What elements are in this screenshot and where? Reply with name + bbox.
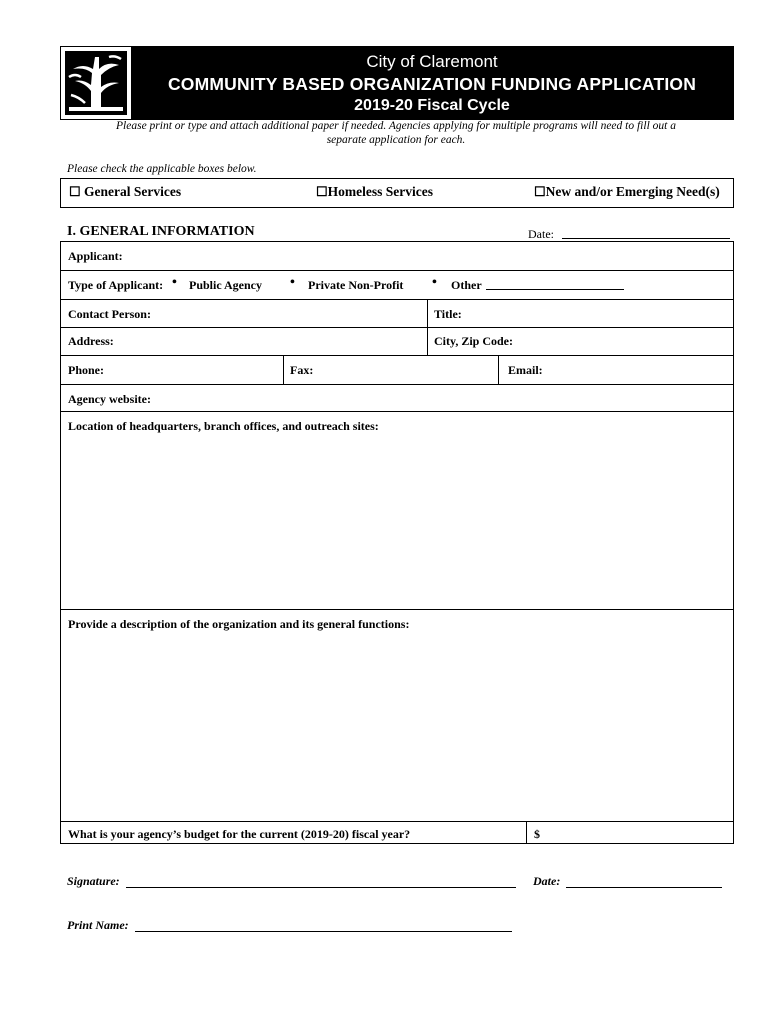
intro-line-2: separate application for each. (326, 134, 466, 146)
dollar-sign: $ (534, 827, 540, 841)
city-zip-label: City, Zip Code: (434, 334, 514, 348)
emerging-needs-option[interactable] (534, 184, 720, 200)
other-field[interactable] (486, 277, 624, 290)
signature-label: Signature: (67, 874, 120, 888)
date-field[interactable] (562, 226, 730, 239)
website-field[interactable] (61, 385, 733, 411)
address-field[interactable] (61, 327, 427, 355)
tree-logo-icon (61, 47, 131, 119)
description-row (61, 610, 733, 822)
homeless-services-option[interactable] (316, 184, 433, 200)
signature-date-field[interactable] (566, 874, 722, 888)
locations-field[interactable] (61, 412, 733, 609)
date-label: Date: (528, 227, 554, 241)
email-field[interactable] (498, 356, 733, 384)
description-field[interactable] (61, 610, 733, 821)
budget-amount-field[interactable] (526, 822, 733, 843)
description-label: Provide a description of the organization and its general functions: (68, 617, 410, 631)
checkbox-icon[interactable]: ☐ (316, 184, 328, 199)
homeless-services-label: Homeless Services (327, 184, 433, 199)
header-city: City of Claremont (366, 52, 498, 71)
website-row (61, 385, 733, 412)
website-label: Agency website: (68, 392, 151, 406)
general-services-option[interactable] (69, 184, 181, 200)
applicant-label: Applicant: (68, 249, 123, 263)
other-option[interactable]: Other (451, 278, 482, 292)
fax-label: Fax: (290, 363, 314, 377)
emerging-needs-label: New and/or Emerging Need(s) (545, 184, 720, 199)
city-logo (61, 47, 132, 119)
print-name-field[interactable] (135, 918, 512, 932)
locations-row (61, 412, 733, 610)
bullet-icon[interactable]: • (172, 275, 177, 290)
budget-question: What is your agency’s budget for the current (2019-20) fiscal year? (68, 827, 411, 841)
checkbox-icon[interactable]: ☐ (69, 184, 81, 199)
checkbox-icon[interactable]: ☐ (534, 184, 546, 199)
header-title: COMMUNITY BASED ORGANIZATION FUNDING APPLICATION (167, 74, 697, 94)
print-name-label: Print Name: (67, 918, 129, 932)
address-label: Address: (68, 334, 114, 348)
contact-person-field[interactable] (61, 300, 427, 327)
fax-field[interactable] (283, 356, 498, 384)
signature-field[interactable] (126, 874, 516, 888)
address-row (61, 327, 733, 356)
header-text (131, 47, 733, 119)
public-agency-option[interactable]: Public Agency (189, 278, 263, 292)
header-cycle: 2019-20 Fiscal Cycle (354, 97, 510, 114)
intro-line-1: Please print or type and attach additional paper if needed. Agencies applying for multiple programs will need to fill out a (116, 120, 676, 132)
locations-label: Location of headquarters, branch offices, and outreach sites: (68, 419, 379, 433)
bullet-icon[interactable]: • (290, 275, 295, 290)
applicant-row[interactable] (61, 242, 733, 271)
contact-person-label: Contact Person: (68, 307, 151, 321)
contact-row (61, 299, 733, 328)
title-label: Title: (434, 307, 462, 321)
phone-label: Phone: (68, 363, 104, 377)
checkbox-prompt: Please check the applicable boxes below. (67, 163, 257, 175)
bullet-icon[interactable]: • (432, 275, 437, 290)
header-banner (60, 46, 734, 120)
signature-date-label: Date: (533, 874, 561, 888)
section-title: I. GENERAL INFORMATION (67, 224, 255, 239)
general-services-label: General Services (84, 184, 182, 199)
email-label: Email: (508, 363, 543, 377)
type-of-applicant-label: Type of Applicant: (68, 278, 164, 292)
budget-row (61, 822, 733, 843)
type-of-applicant-row (61, 271, 733, 299)
private-non-profit-option[interactable]: Private Non-Profit (308, 278, 404, 292)
title-field[interactable] (427, 300, 733, 327)
service-type-row (60, 178, 734, 208)
general-info-form (60, 241, 734, 844)
city-zip-field[interactable] (427, 327, 733, 355)
phone-field[interactable] (61, 356, 283, 384)
phone-row (61, 356, 733, 385)
